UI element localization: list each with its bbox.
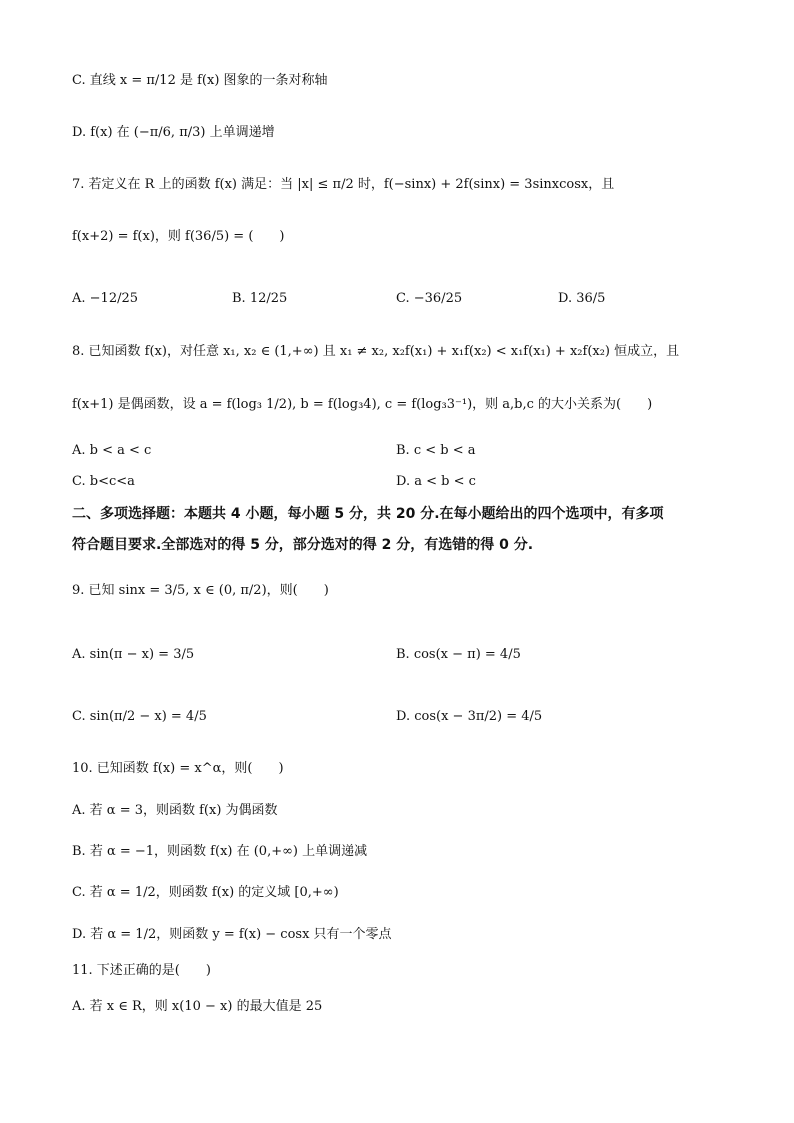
- option-6c: C. 直线 x = π/12 是 f(x) 图象的一条对称轴: [72, 73, 328, 88]
- option-10b: B. 若 α = −1，则函数 f(x) 在 (0,+∞) 上单调递减: [72, 844, 368, 859]
- section-2-heading: 二、多项选择题：本题共 4 小题，每小题 5 分，共 20 分.在每小题给出的四个选项中，有多项: [72, 506, 664, 522]
- question-9-stem: 9. 已知 sinx = 3/5, x ∈ (0, π/2)，则( ): [72, 583, 329, 598]
- question-7-stem-cont: f(x+2) = f(x)，则 f(36/5) = ( ): [72, 229, 285, 244]
- question-11-stem: 11. 下述正确的是( ): [72, 963, 211, 978]
- question-8-stem: 8. 已知函数 f(x)，对任意 x₁, x₂ ∈ (1,+∞) 且 x₁ ≠ x₂, x₂f(x₁) + x₁f(x₂) < x₁f(x₁) + x₂f(x₂) 恒成立，且: [72, 344, 680, 359]
- option-10d: D. 若 α = 1/2，则函数 y = f(x) − cosx 只有一个零点: [72, 927, 392, 942]
- option-8b: B. c < b < a: [396, 443, 476, 458]
- option-7d: D. 36/5: [558, 291, 606, 306]
- question-10-stem: 10. 已知函数 f(x) = x^α，则( ): [72, 761, 284, 776]
- option-8a: A. b < a < c: [72, 443, 152, 458]
- option-10c: C. 若 α = 1/2，则函数 f(x) 的定义域 [0,+∞): [72, 885, 339, 900]
- option-8d: D. a < b < c: [396, 474, 476, 489]
- option-9c: C. sin(π/2 − x) = 4/5: [72, 709, 207, 724]
- option-8c: C. b<c<a: [72, 474, 135, 489]
- option-9d: D. cos(x − 3π/2) = 4/5: [396, 709, 543, 724]
- option-9a: A. sin(π − x) = 3/5: [72, 647, 195, 662]
- option-11a: A. 若 x ∈ R，则 x(10 − x) 的最大值是 25: [72, 999, 323, 1014]
- option-7a: A. −12/25: [72, 291, 139, 306]
- option-10a: A. 若 α = 3，则函数 f(x) 为偶函数: [72, 803, 278, 818]
- option-7b: B. 12/25: [232, 291, 288, 306]
- section-2-heading-cont: 符合题目要求.全部选对的得 5 分，部分选对的得 2 分，有选错的得 0 分.: [72, 537, 534, 553]
- question-8-stem-cont: f(x+1) 是偶函数，设 a = f(log₃ 1/2), b = f(log₃4), c = f(log₃3⁻¹)，则 a,b,c 的大小关系为( ): [72, 397, 653, 412]
- option-6d: D. f(x) 在 (−π/6, π/3) 上单调递增: [72, 125, 275, 140]
- option-9b: B. cos(x − π) = 4/5: [396, 647, 521, 662]
- question-7-stem: 7. 若定义在 R 上的函数 f(x) 满足：当 |x| ≤ π/2 时，f(−sinx) + 2f(sinx) = 3sinxcosx，且: [72, 177, 615, 192]
- option-7c: C. −36/25: [396, 291, 463, 306]
